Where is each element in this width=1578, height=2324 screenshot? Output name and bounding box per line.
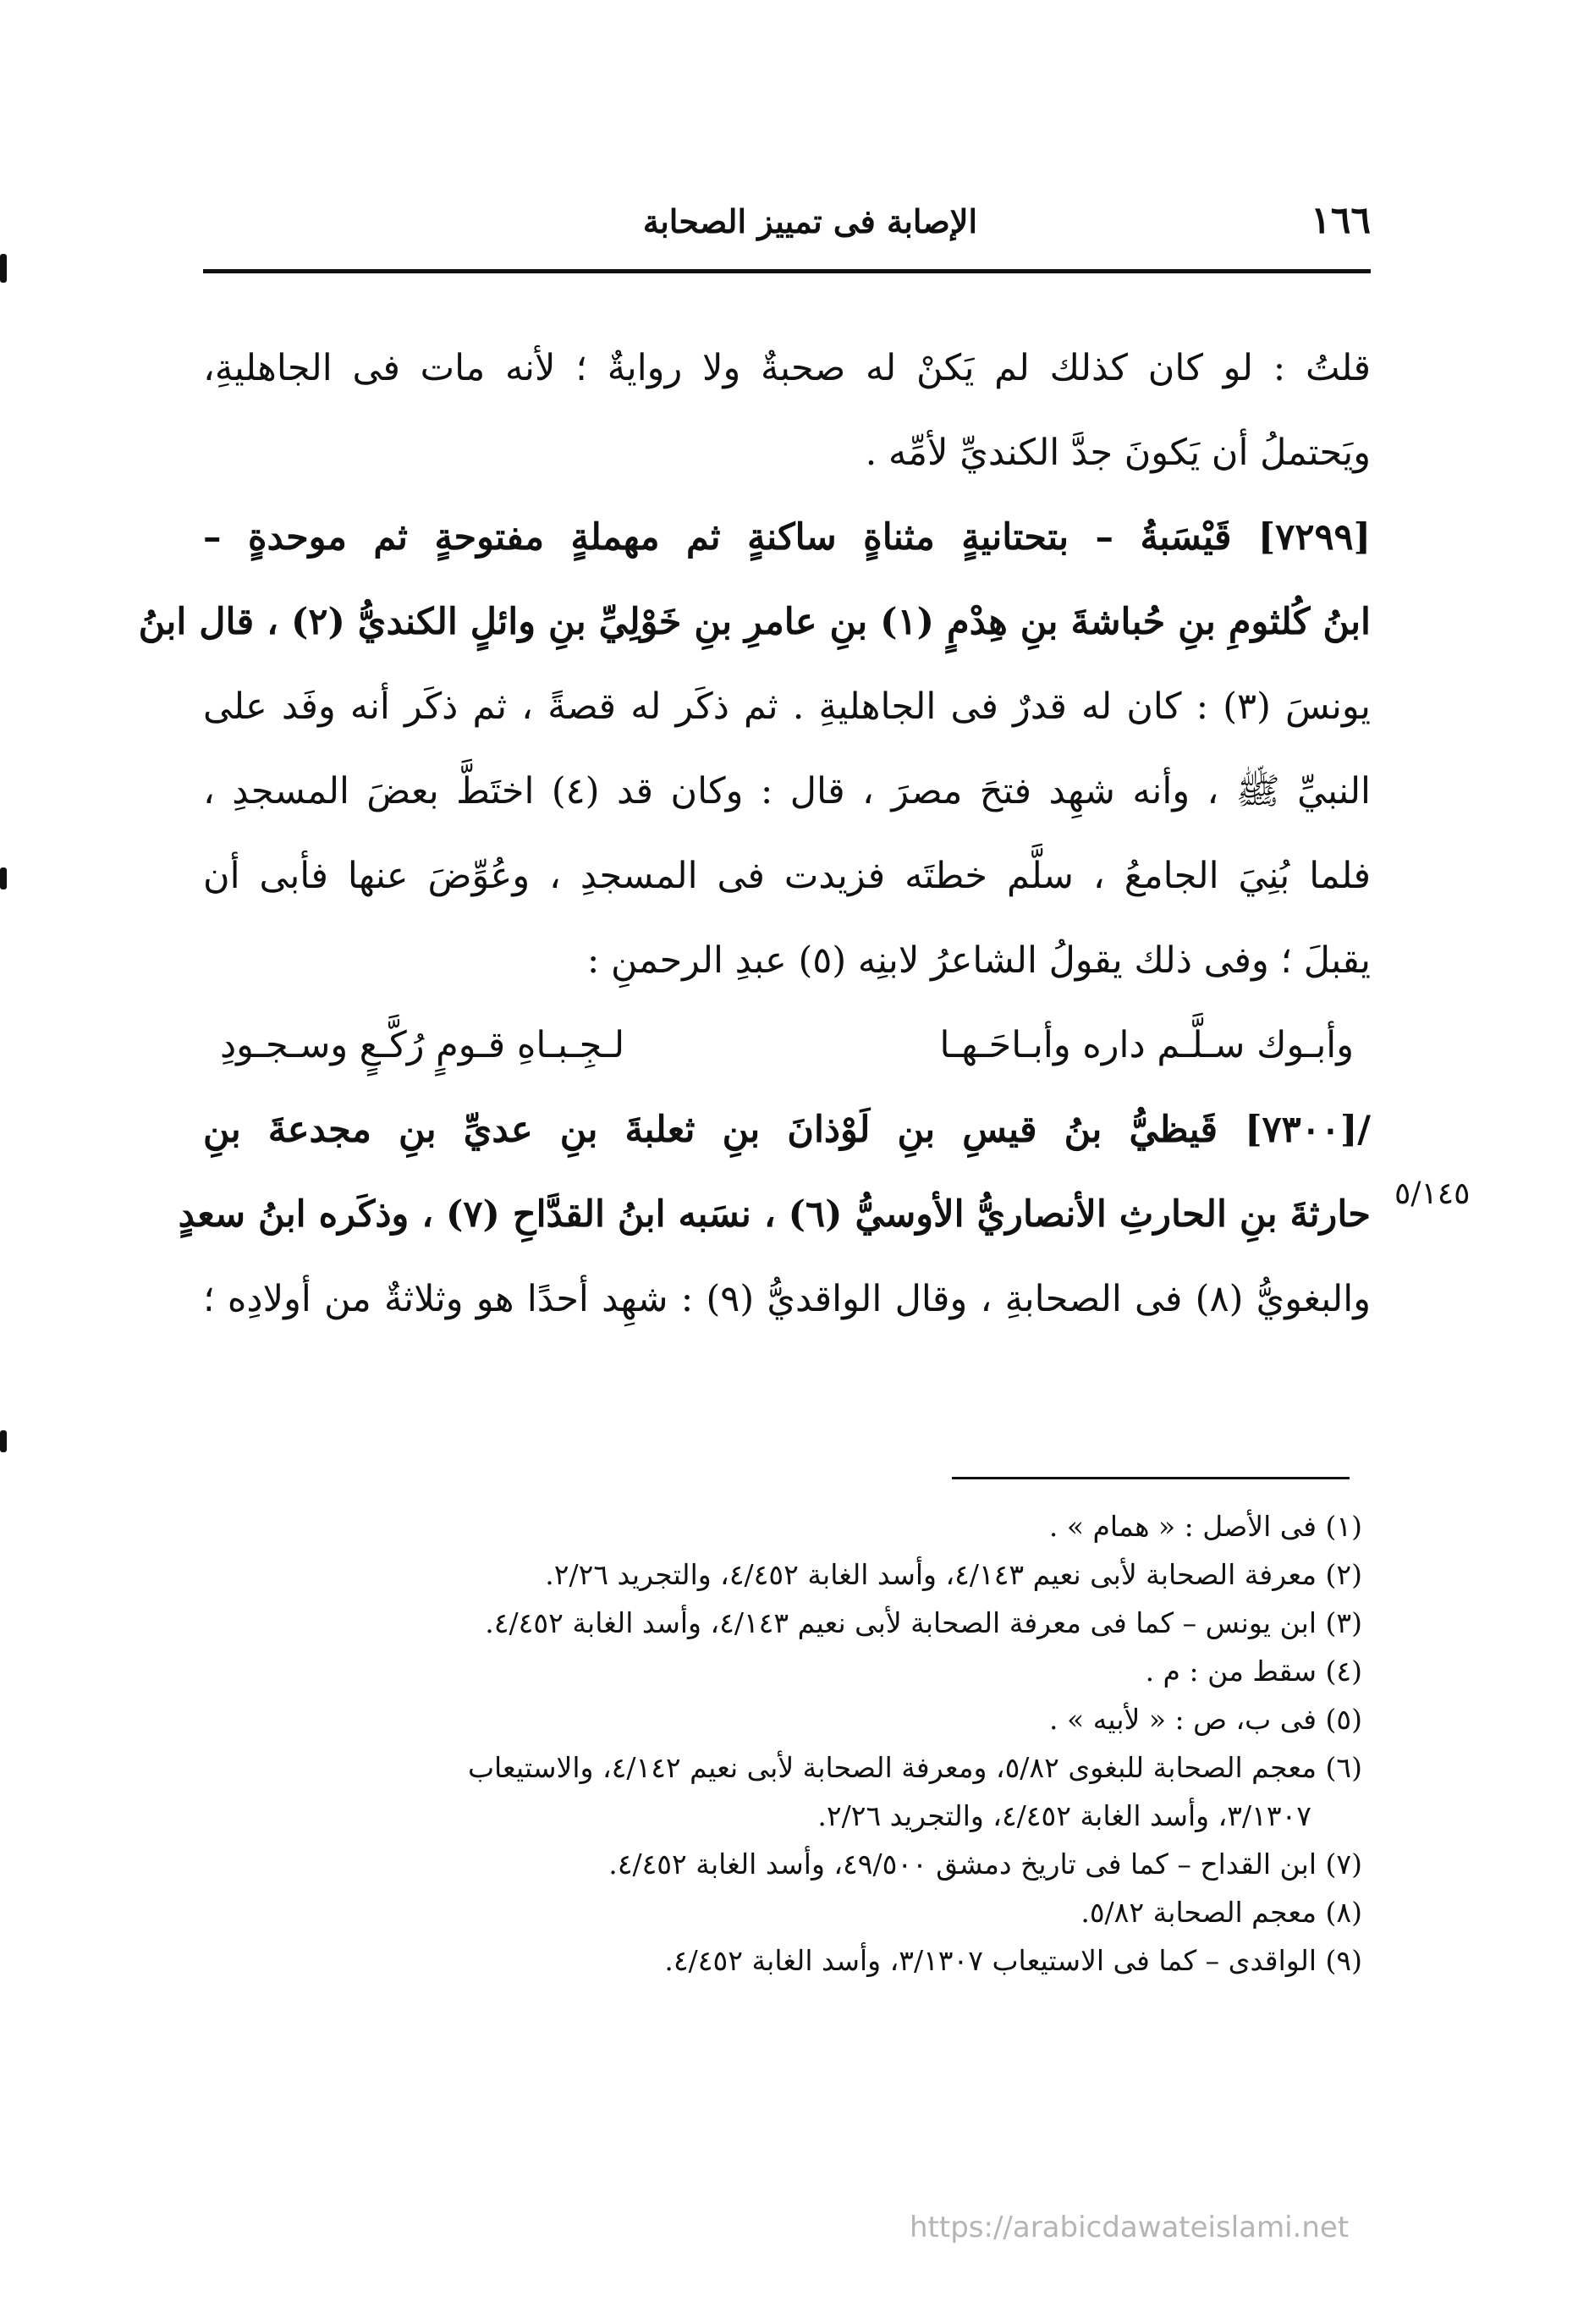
- verse-first-hemistich: وأبـوك سـلَّـم داره وأبـاحَـهـا: [939, 1024, 1354, 1066]
- footnote: (٤) سقط من : م .: [1145, 1655, 1362, 1688]
- footnote: (٢) معرفة الصحابة لأبى نعيم ٤/١٤٣، وأسد الغابة ٤/٤٥٢، والتجريد ٢/٢٦.: [545, 1558, 1362, 1591]
- verse-second-hemistich: لـجِـبـاهِ قـومٍ رُكَّـعٍ وسـجـودِ: [220, 1024, 625, 1066]
- poetry-verse: [203, 1003, 1371, 1088]
- main-text: [138, 326, 1372, 1341]
- text-line: النبيِّ ﷺ ، وأنه شهِد فتحَ مصرَ ، قال : وكان قد (٤) اختَطَّ بعضَ المسجدِ ،: [203, 770, 1371, 812]
- page-number: ١٦٦: [1311, 199, 1371, 242]
- scan-edge-mark: [0, 254, 7, 283]
- margin-page-reference: ٥/١٤٥: [1394, 1176, 1471, 1211]
- running-title: الإصابة فى تمييز الصحابة: [642, 202, 977, 240]
- footnote-rule: [952, 1477, 1350, 1479]
- text-line: يقبلَ ؛ وفى ذلك يقولُ الشاعرُ لابنِه (٥) عبدِ الرحمنِ :: [586, 939, 1371, 982]
- footnote: (٩) الواقدى – كما فى الاستيعاب ٣/١٣٠٧، وأسد الغابة ٤/٤٥٢.: [664, 1944, 1362, 1977]
- footnotes: [203, 1502, 1362, 1985]
- text-line: فلما بُنِيَ الجامعُ ، سلَّم خطتَه فزيدت فى المسجدِ ، وعُوِّضَ عنها فأبى أن: [203, 855, 1371, 897]
- footnote-continuation: ٣/١٣٠٧، وأسد الغابة ٤/٤٥٢، والتجريد ٢/٢٦.: [817, 1799, 1311, 1832]
- text-line: حارثةَ بنِ الحارثِ الأنصاريُّ الأوسيُّ (٦) ، نسَبه ابنُ القدَّاحِ (٧) ، وذكَره ابنُ سعدٍ: [178, 1193, 1371, 1236]
- footnote: (٧) ابن القداح – كما فى تاريخ دمشق ٤٩/٥٠٠، وأسد الغابة ٤/٤٥٢.: [608, 1848, 1362, 1881]
- entry-7300-heading: /[٧٣٠٠] قَيظيُّ بنُ قيسِ بنِ لَوْذانَ بنِ ثعلبةَ بنِ عديِّ بنِ مجدعةَ بنِ: [203, 1109, 1371, 1151]
- text-line: قلتُ : لو كان كذلك لم يَكنْ له صحبةٌ ولا روايةٌ ؛ لأنه مات فى الجاهليةِ،: [203, 347, 1371, 389]
- page-header: [203, 199, 1371, 267]
- footnote: (٥) فى ب، ص : « لأبيه » .: [1049, 1703, 1362, 1736]
- scan-edge-mark: [0, 1430, 7, 1452]
- footnote: (٨) معجم الصحابة ٥/٨٢.: [1080, 1896, 1362, 1929]
- text-line: ويَحتملُ أن يَكونَ جدَّ الكنديِّ لأمِّه .: [865, 432, 1371, 474]
- entry-7299-heading: [٧٢٩٩] قَيْسَبةُ – بتحتانيةٍ مثناةٍ ساكنةٍ ثم مهملةٍ مفتوحةٍ ثم موحدةٍ –: [203, 516, 1371, 559]
- footnote: (٣) ابن يونس – كما فى معرفة الصحابة لأبى نعيم ٤/١٤٣، وأسد الغابة ٤/٤٥٢.: [485, 1606, 1362, 1639]
- watermark-url: https://arabicdawateislami.net: [910, 2211, 1350, 2244]
- text-line: والبغويُّ (٨) فى الصحابةِ ، وقال الواقديُّ (٩) : شهِد أحدًا هو وثلاثةٌ من أولادِه ؛: [203, 1278, 1371, 1320]
- header-rule: [203, 269, 1371, 273]
- footnote: (١) فى الأصل : « همام » .: [1048, 1510, 1362, 1543]
- text-line: يونسَ (٣) : كان له قدرٌ فى الجاهليةِ . ثم ذكَر له قصةً ، ثم ذكَر أنه وفَد على: [203, 686, 1372, 728]
- text-line: ابنُ كُلثومِ بنِ حُباشةَ بنِ هِدْمٍ (١) بنِ عامرِ بنِ خَوْلِيِّ بنِ وائلٍ الكنديُّ (٢) ، قال ابنُ: [138, 601, 1371, 643]
- footnote: (٦) معجم الصحابة للبغوى ٥/٨٢، ومعرفة الصحابة لأبى نعيم ٤/١٤٢، والاستيعاب: [467, 1751, 1362, 1784]
- scan-edge-mark: [0, 867, 7, 889]
